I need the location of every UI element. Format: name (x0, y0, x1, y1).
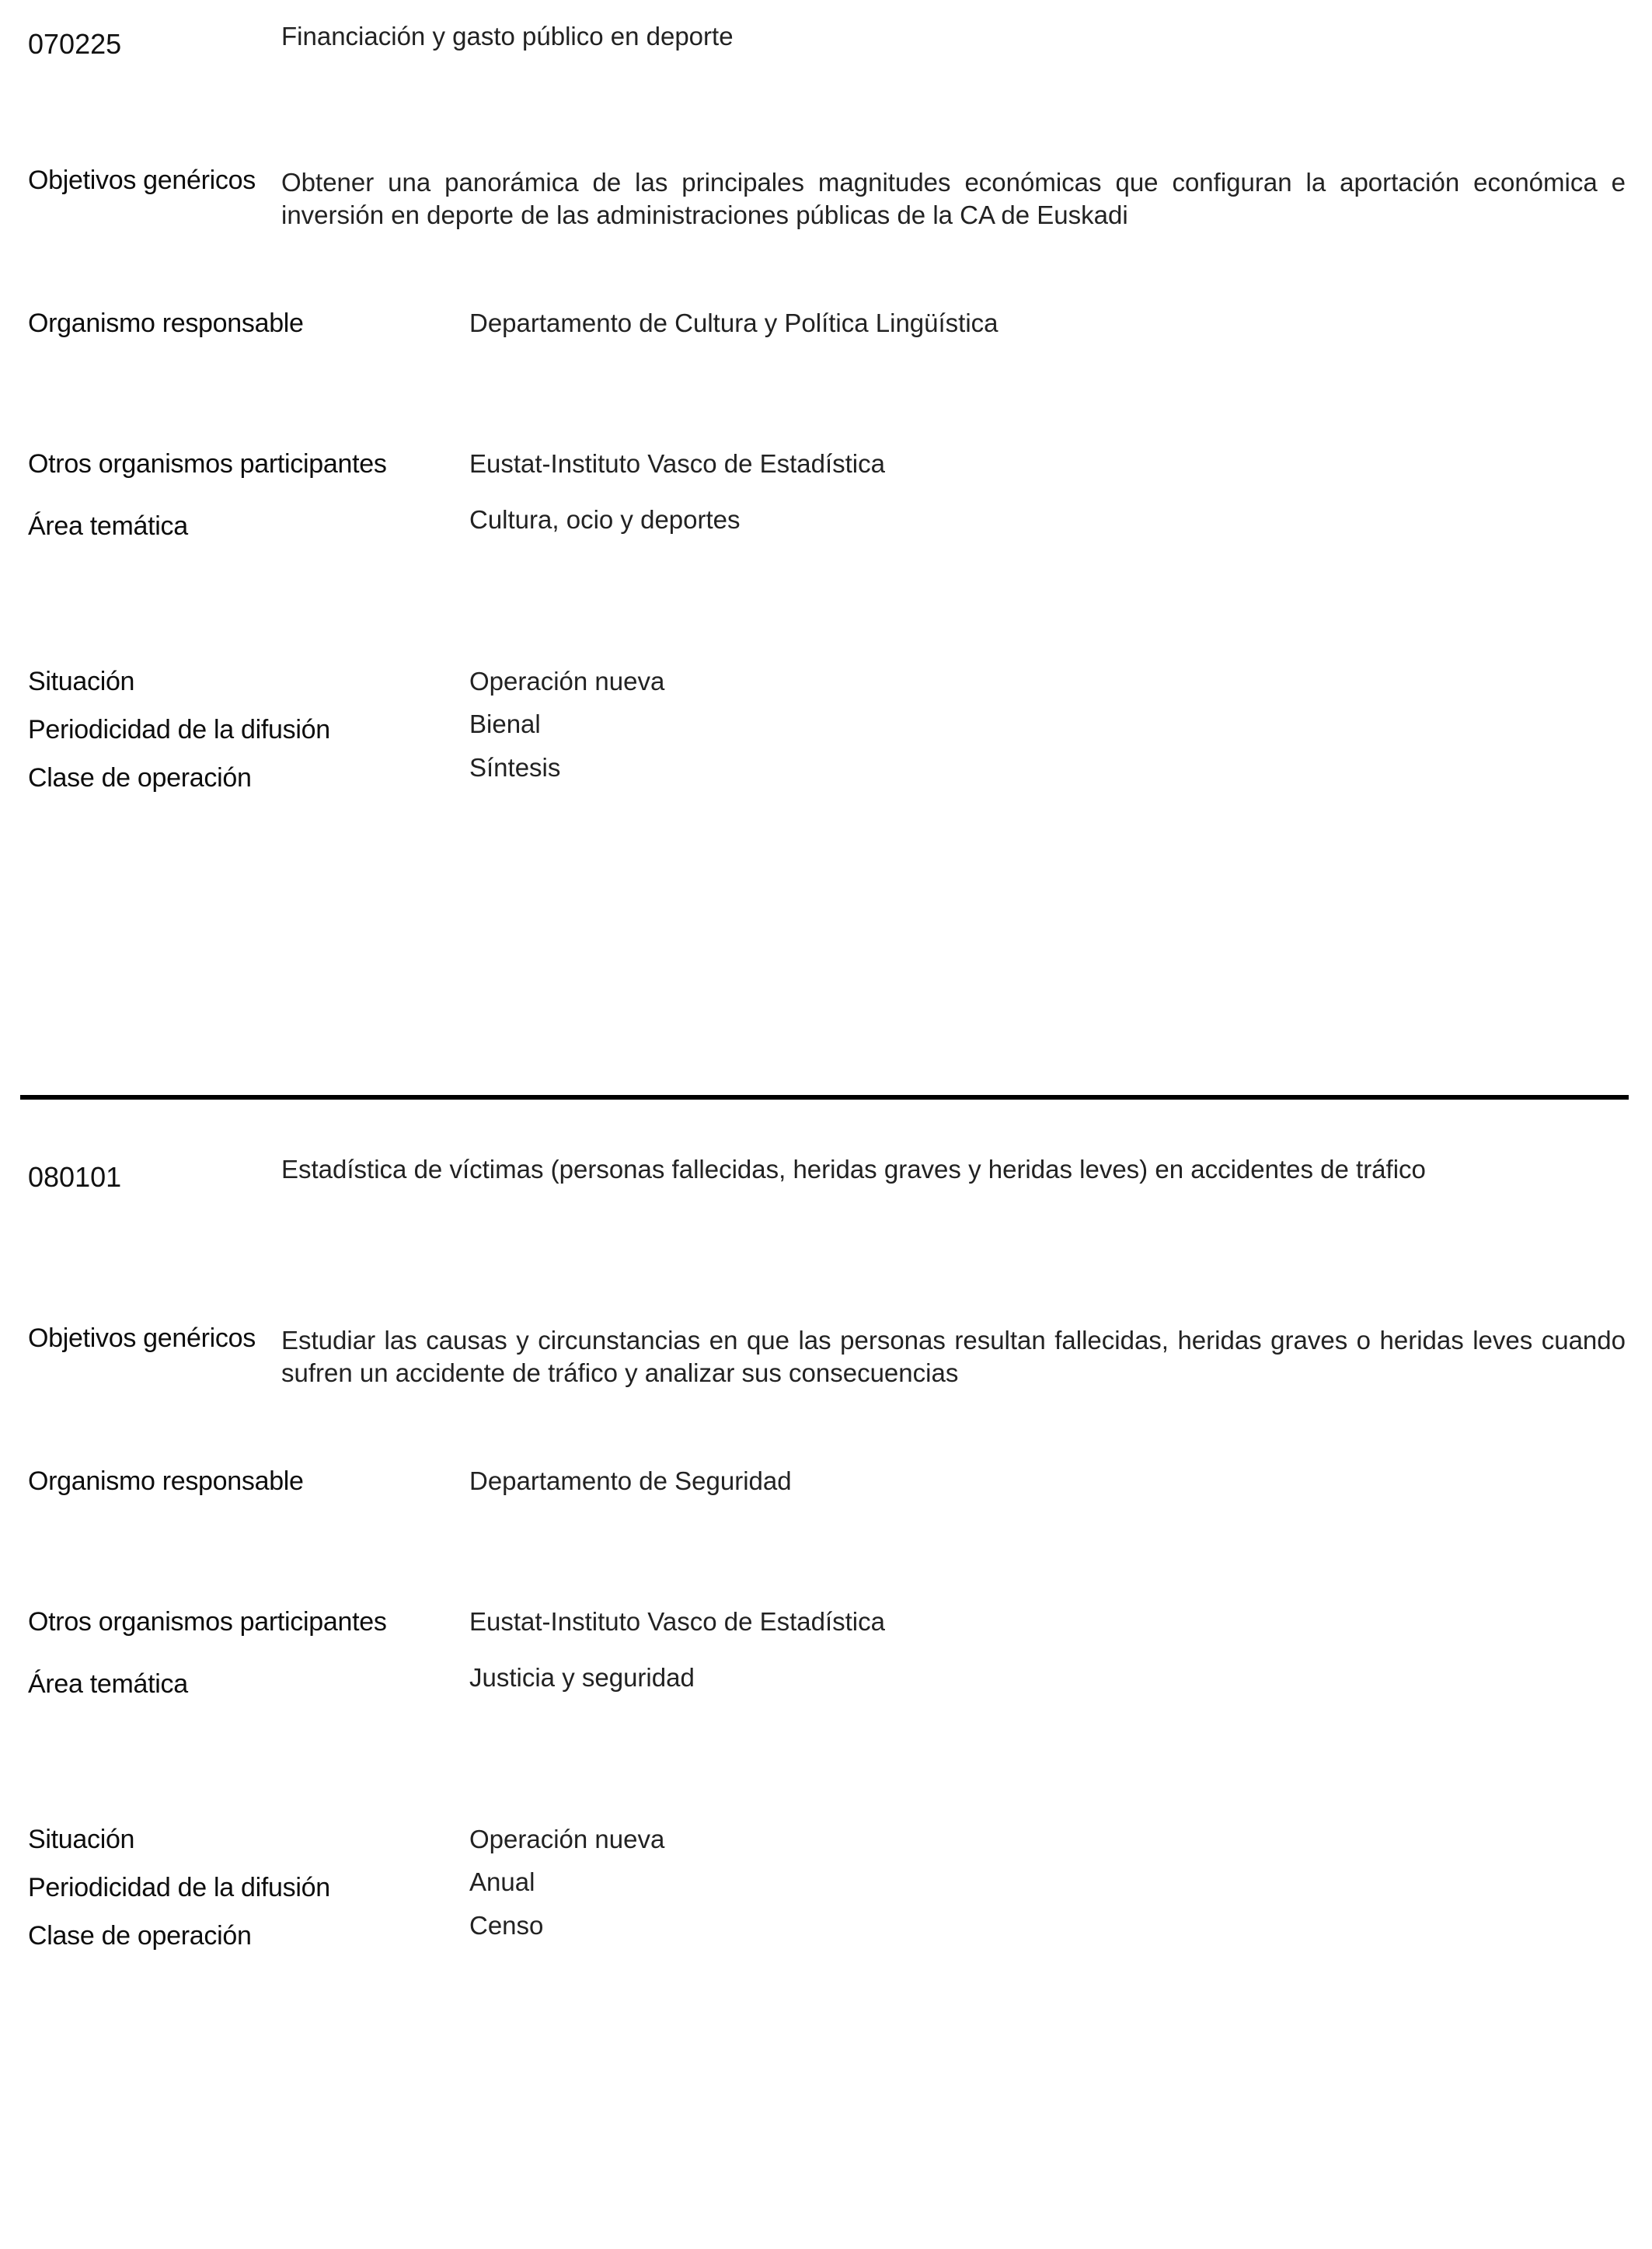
situacion-label: Situación (28, 667, 135, 696)
area-tematica-label: Área temática (28, 511, 188, 541)
situacion-value: Operación nueva (469, 667, 665, 696)
clase-operacion-label: Clase de operación (28, 763, 252, 793)
objetivos-label: Objetivos genéricos (28, 166, 256, 195)
otros-organismos-label: Otros organismos participantes (28, 1607, 387, 1637)
section-divider (20, 1095, 1629, 1100)
operation-code: 080101 (28, 1161, 122, 1193)
objetivos-value: Obtener una panorámica de las principales magnitudes económicas que configuran la aportación económica e inversión en deporte de las administraciones públicas de la CA de Euskadi (281, 168, 1626, 229)
otros-organismos-value: Eustat-Instituto Vasco de Estadística (469, 449, 885, 478)
operation-entry (0, 1155, 1652, 2249)
clase-operacion-value: Síntesis (469, 753, 561, 782)
periodicidad-value: Bienal (469, 710, 541, 738)
organismo-label: Organismo responsable (28, 309, 304, 338)
organismo-label: Organismo responsable (28, 1466, 304, 1496)
situacion-value: Operación nueva (469, 1825, 665, 1853)
otros-organismos-value: Eustat-Instituto Vasco de Estadística (469, 1607, 885, 1636)
area-tematica-value: Cultura, ocio y deportes (469, 505, 741, 534)
otros-organismos-label: Otros organismos participantes (28, 449, 387, 479)
objetivos-value: Estudiar las causas y circunstancias en que las personas resultan fallecidas, heridas graves o heridas leves cuando sufren un accidente de tráfico y analizar sus consecuencias (281, 1326, 1626, 1387)
organismo-value: Departamento de Cultura y Política Lingüística (469, 309, 999, 337)
organismo-value: Departamento de Seguridad (469, 1466, 792, 1495)
clase-operacion-value: Censo (469, 1911, 544, 1940)
situacion-label: Situación (28, 1825, 135, 1854)
area-tematica-value: Justicia y seguridad (469, 1663, 695, 1692)
periodicidad-label: Periodicidad de la difusión (28, 1873, 330, 1902)
clase-operacion-label: Clase de operación (28, 1921, 252, 1951)
area-tematica-label: Área temática (28, 1669, 188, 1699)
periodicidad-label: Periodicidad de la difusión (28, 715, 330, 744)
periodicidad-value: Anual (469, 1867, 535, 1896)
operation-title: Estadística de víctimas (personas fallecidas, heridas graves y heridas leves) en accidentes de tráfico (281, 1155, 1426, 1184)
operation-code: 070225 (28, 28, 122, 60)
objetivos-label: Objetivos genéricos (28, 1323, 256, 1353)
operation-entry (0, 0, 1652, 1088)
operation-title: Financiación y gasto público en deporte (281, 22, 734, 51)
